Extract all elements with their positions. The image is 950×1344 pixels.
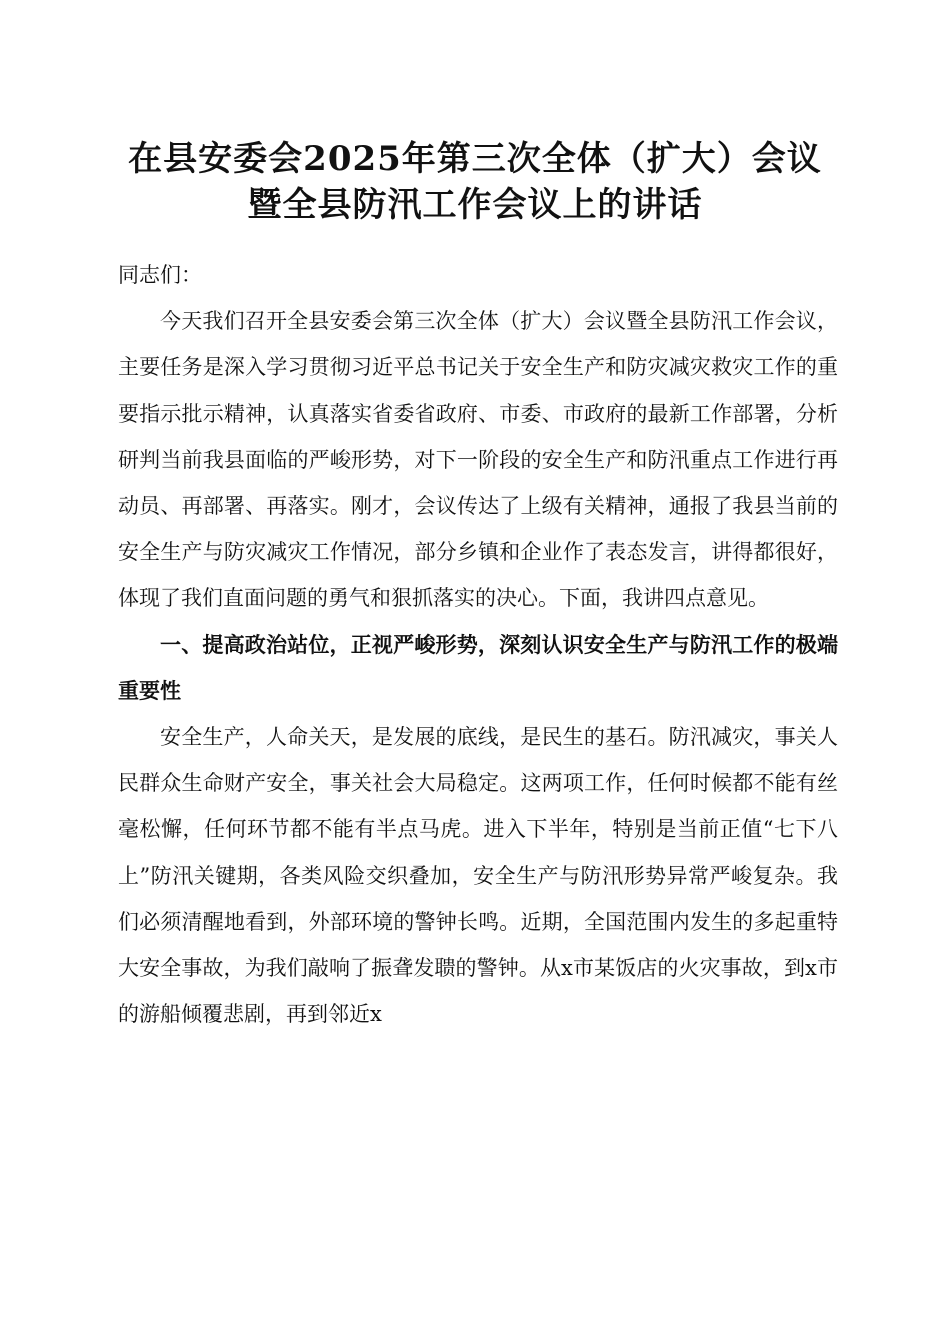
paragraph-section-1: 安全生产，人命关天，是发展的底线，是民生的基石。防汛减灾，事关人民群众生命财产安全，事关社会大局稳定。这两项工作，任何时候都不能有丝毫松懈，任何环节都不能有半点马虎。进入下半年，特别是当前正值“七下八上”防汛关键期，各类风险交织叠加，安全生产与防汛形势异常严峻复杂。我们必须清醒地看到，外部环境的警钟长鸣。近期，全国范围内发生的多起重特大安全事故，为我们敲响了振聋发聩的警钟。从x市某饭店的火灾事故，到x市的游船倾覆悲剧，再到邻近x [118,725,838,1027]
salutation: 同志们： [118,263,202,287]
document-title [80,136,870,228]
paragraph-intro: 今天我们召开全县安委会第三次全体（扩大）会议暨全县防汛工作会议，主要任务是深入学习贯彻习近平总书记关于安全生产和防灾减灾救灾工作的重要指示批示精神，认真落实省委省政府、市委、市政府的最新工作部署，分析研判当前我县面临的严峻形势，对下一阶段的安全生产和防汛重点工作进行再动员、再部署、再落实。刚才，会议传达了上级有关精神，通报了我县当前的安全生产与防灾减灾工作情况，部分乡镇和企业作了表态发言，讲得都很好，体现了我们直面问题的勇气和狠抓落实的决心。下面，我讲四点意见。 [118,309,838,611]
section-heading-1: 一、提高政治站位，正视严峻形势，深刻认识安全生产与防汛工作的极端重要性 [118,632,838,703]
title-line-2: 暨全县防汛工作会议上的讲话 [247,185,703,225]
document-body [118,252,838,1037]
title-line-1: 在县安委会2025年第三次全体（扩大）会议 [128,139,822,179]
